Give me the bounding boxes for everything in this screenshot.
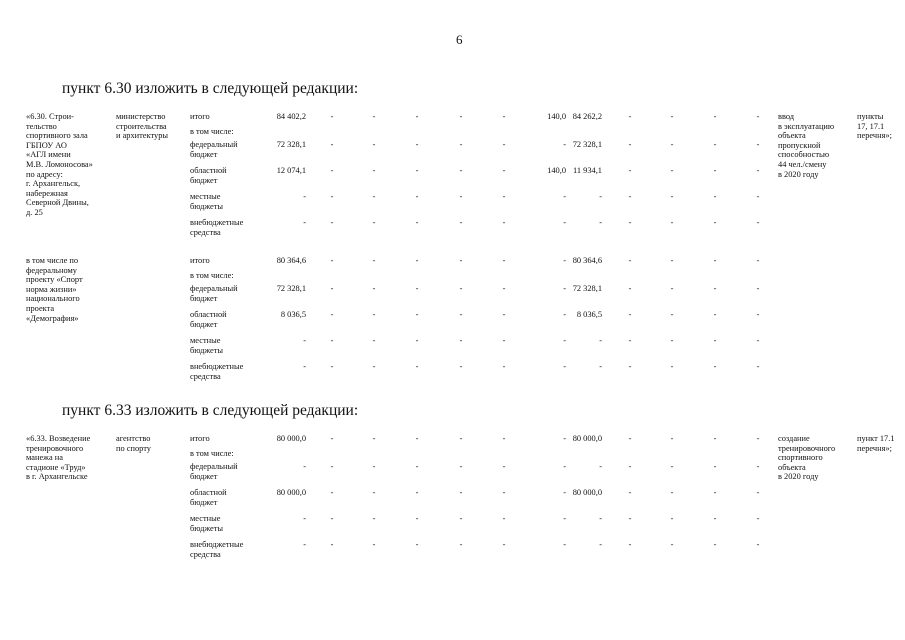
empty-year-value: -	[502, 434, 506, 443]
funding-source-line: в том числе:	[190, 449, 234, 458]
funding-source	[190, 462, 270, 481]
empty-year-value: -	[415, 488, 419, 497]
empty-year-value: -	[756, 284, 760, 293]
funding-source	[190, 218, 270, 237]
funding-source-line: местные	[190, 514, 221, 523]
empty-year-value: -	[502, 488, 506, 497]
item-name-line: «АГЛ имени	[26, 150, 71, 160]
responsible-executor-line: агентство	[116, 434, 151, 443]
amount-total: -	[303, 540, 306, 549]
empty-year-value: -	[502, 256, 506, 265]
empty-year-value: -	[372, 540, 376, 549]
empty-year-value: -	[713, 140, 717, 149]
item-name-line: по адресу:	[26, 169, 63, 179]
empty-year-value: -	[330, 434, 334, 443]
amount-year-2019: -	[563, 218, 566, 227]
section-heading: пункт 6.33 изложить в следующей редакции:	[62, 402, 359, 419]
item-name-line: «Демография»	[26, 313, 79, 323]
expected-result-line: 44 чел./смену	[778, 159, 827, 169]
empty-year-value: -	[459, 514, 463, 523]
section-heading: пункт 6.30 изложить в следующей редакции:	[62, 80, 359, 97]
funding-source	[190, 449, 270, 459]
empty-year-value: -	[372, 310, 376, 319]
indicator-reference-line: перечня»;	[857, 443, 892, 453]
empty-year-value: -	[415, 140, 419, 149]
responsible-executor-line: министерство	[116, 112, 166, 121]
expected-result-line: объекта	[778, 462, 806, 472]
empty-year-value: -	[713, 192, 717, 201]
empty-year-value: -	[459, 540, 463, 549]
empty-year-value: -	[670, 462, 674, 471]
funding-source	[190, 362, 270, 381]
indicator-reference-line: 17, 17.1	[857, 121, 885, 131]
funding-source-line: местные	[190, 336, 221, 345]
amount-year-2020: -	[599, 336, 602, 345]
funding-source-line: областной	[190, 310, 227, 319]
funding-source	[190, 284, 270, 303]
amount-total: -	[303, 462, 306, 471]
expected-result-line: в эксплуатацию	[778, 121, 835, 131]
empty-year-value: -	[756, 362, 760, 371]
empty-year-value: -	[670, 488, 674, 497]
funding-source-line: бюджет	[190, 497, 218, 507]
empty-year-value: -	[670, 540, 674, 549]
empty-year-value: -	[628, 434, 632, 443]
funding-source-line: бюджет	[190, 319, 218, 329]
empty-year-value: -	[415, 462, 419, 471]
indicator-reference-line: перечня»;	[857, 131, 892, 141]
amount-year-2020: -	[599, 462, 602, 471]
funding-source-line: внебюджетные	[190, 362, 244, 371]
responsible-executor-line: по спорту	[116, 443, 151, 453]
amount-year-2019: -	[563, 362, 566, 371]
expected-result-line: способностью	[778, 150, 830, 160]
responsible-executor	[116, 434, 186, 453]
empty-year-value: -	[459, 192, 463, 201]
empty-year-value: -	[670, 112, 674, 121]
amount-total: 12 074,1	[276, 166, 306, 175]
indicator-reference	[857, 112, 905, 141]
amount-year-2019: -	[563, 192, 566, 201]
expected-result-line: объекта	[778, 131, 806, 141]
empty-year-value: -	[756, 140, 760, 149]
empty-year-value: -	[502, 140, 506, 149]
funding-source-line: бюджет	[190, 293, 218, 303]
empty-year-value: -	[628, 540, 632, 549]
empty-year-value: -	[670, 256, 674, 265]
empty-year-value: -	[713, 488, 717, 497]
empty-year-value: -	[756, 488, 760, 497]
amount-year-2020: 11 934,1	[572, 166, 602, 175]
funding-source	[190, 310, 270, 329]
empty-year-value: -	[330, 310, 334, 319]
empty-year-value: -	[756, 112, 760, 121]
empty-year-value: -	[628, 192, 632, 201]
empty-year-value: -	[628, 362, 632, 371]
empty-year-value: -	[628, 462, 632, 471]
empty-year-value: -	[713, 462, 717, 471]
amount-year-2019: -	[563, 336, 566, 345]
empty-year-value: -	[756, 218, 760, 227]
empty-year-value: -	[415, 434, 419, 443]
empty-year-value: -	[330, 112, 334, 121]
empty-year-value: -	[713, 284, 717, 293]
empty-year-value: -	[415, 310, 419, 319]
empty-year-value: -	[372, 166, 376, 175]
empty-year-value: -	[330, 218, 334, 227]
amount-year-2019: -	[563, 434, 566, 443]
funding-source-line: федеральный	[190, 462, 238, 471]
expected-result-line: в 2020 году	[778, 169, 819, 179]
empty-year-value: -	[415, 192, 419, 201]
empty-year-value: -	[502, 540, 506, 549]
funding-source	[190, 256, 270, 266]
amount-total: -	[303, 514, 306, 523]
amount-year-2020: 8 036,5	[576, 310, 602, 319]
responsible-executor	[116, 112, 186, 141]
item-name-line: в г. Архангельске	[26, 472, 88, 482]
item-name-line: в том числе по	[26, 256, 79, 265]
empty-year-value: -	[628, 336, 632, 345]
funding-source	[190, 271, 270, 281]
empty-year-value: -	[330, 336, 334, 345]
empty-year-value: -	[502, 362, 506, 371]
empty-year-value: -	[628, 166, 632, 175]
empty-year-value: -	[459, 256, 463, 265]
empty-year-value: -	[372, 284, 376, 293]
empty-year-value: -	[713, 540, 717, 549]
item-name	[26, 256, 114, 323]
amount-total: -	[303, 362, 306, 371]
empty-year-value: -	[459, 310, 463, 319]
expected-result-line: создание	[778, 434, 810, 443]
item-name-line: тренировочного	[26, 443, 84, 453]
funding-source	[190, 540, 270, 559]
amount-total: -	[303, 336, 306, 345]
item-name-line: проекту «Спорт	[26, 275, 83, 285]
funding-source	[190, 127, 270, 137]
empty-year-value: -	[713, 362, 717, 371]
item-name	[26, 112, 114, 218]
amount-total: 72 328,1	[276, 140, 306, 149]
funding-source-line: итого	[190, 112, 210, 121]
amount-total: 72 328,1	[276, 284, 306, 293]
expected-result	[778, 112, 850, 179]
empty-year-value: -	[502, 284, 506, 293]
empty-year-value: -	[756, 310, 760, 319]
empty-year-value: -	[372, 140, 376, 149]
empty-year-value: -	[372, 434, 376, 443]
funding-source-line: средства	[190, 549, 221, 559]
empty-year-value: -	[670, 284, 674, 293]
empty-year-value: -	[713, 514, 717, 523]
empty-year-value: -	[713, 218, 717, 227]
item-name-line: «6.30. Строи-	[26, 112, 74, 121]
responsible-executor-line: строительства	[116, 121, 167, 131]
amount-year-2019: 140,0	[547, 166, 566, 175]
empty-year-value: -	[670, 362, 674, 371]
empty-year-value: -	[459, 462, 463, 471]
empty-year-value: -	[415, 540, 419, 549]
amount-year-2019: -	[563, 140, 566, 149]
page-number: 6	[456, 32, 463, 47]
empty-year-value: -	[459, 112, 463, 121]
amount-year-2019: -	[563, 284, 566, 293]
amount-year-2020: -	[599, 192, 602, 201]
funding-source-line: итого	[190, 256, 210, 265]
empty-year-value: -	[372, 514, 376, 523]
empty-year-value: -	[459, 362, 463, 371]
funding-source	[190, 166, 270, 185]
empty-year-value: -	[756, 434, 760, 443]
funding-source-line: в том числе:	[190, 127, 234, 136]
item-name-line: М.В. Ломоносова»	[26, 159, 93, 169]
empty-year-value: -	[756, 540, 760, 549]
amount-year-2019: -	[563, 310, 566, 319]
empty-year-value: -	[756, 514, 760, 523]
empty-year-value: -	[713, 310, 717, 319]
amount-year-2020: 80 364,6	[572, 256, 602, 265]
empty-year-value: -	[502, 336, 506, 345]
funding-source-line: федеральный	[190, 284, 238, 293]
funding-source-line: внебюджетные	[190, 218, 244, 227]
empty-year-value: -	[372, 256, 376, 265]
empty-year-value: -	[459, 284, 463, 293]
amount-year-2019: -	[563, 540, 566, 549]
amount-total: 8 036,5	[280, 310, 306, 319]
item-name-line: Северной Двины,	[26, 198, 89, 208]
empty-year-value: -	[415, 336, 419, 345]
empty-year-value: -	[628, 112, 632, 121]
item-name-line: спортивного зала	[26, 131, 88, 141]
empty-year-value: -	[502, 112, 506, 121]
empty-year-value: -	[713, 256, 717, 265]
expected-result-line: пропускной	[778, 140, 821, 150]
amount-total: 80 000,0	[276, 488, 306, 497]
empty-year-value: -	[670, 336, 674, 345]
item-name-line: тельство	[26, 121, 57, 131]
empty-year-value: -	[330, 540, 334, 549]
funding-source	[190, 336, 270, 355]
empty-year-value: -	[459, 140, 463, 149]
funding-source-line: федеральный	[190, 140, 238, 149]
empty-year-value: -	[330, 462, 334, 471]
amount-total: 80 364,6	[276, 256, 306, 265]
funding-source-line: средства	[190, 227, 221, 237]
empty-year-value: -	[415, 112, 419, 121]
empty-year-value: -	[670, 192, 674, 201]
funding-source-line: итого	[190, 434, 210, 443]
empty-year-value: -	[415, 218, 419, 227]
empty-year-value: -	[330, 488, 334, 497]
empty-year-value: -	[756, 192, 760, 201]
empty-year-value: -	[372, 336, 376, 345]
funding-source-line: внебюджетные	[190, 540, 244, 549]
empty-year-value: -	[330, 514, 334, 523]
empty-year-value: -	[372, 192, 376, 201]
funding-source-line: бюджеты	[190, 523, 224, 533]
funding-source-line: бюджет	[190, 471, 218, 481]
empty-year-value: -	[713, 336, 717, 345]
funding-source-line: областной	[190, 166, 227, 175]
amount-total: 80 000,0	[276, 434, 306, 443]
funding-source-line: местные	[190, 192, 221, 201]
funding-source-line: средства	[190, 371, 221, 381]
amount-year-2020: 72 328,1	[572, 284, 602, 293]
expected-result-line: в 2020 году	[778, 472, 819, 482]
amount-year-2019: -	[563, 256, 566, 265]
expected-result-line: тренировочного	[778, 443, 836, 453]
empty-year-value: -	[415, 284, 419, 293]
item-name-line: норма жизни»	[26, 284, 77, 294]
amount-year-2020: -	[599, 362, 602, 371]
empty-year-value: -	[372, 462, 376, 471]
item-name	[26, 434, 114, 482]
empty-year-value: -	[330, 140, 334, 149]
item-name-line: проекта	[26, 303, 55, 313]
empty-year-value: -	[713, 112, 717, 121]
empty-year-value: -	[502, 192, 506, 201]
empty-year-value: -	[628, 140, 632, 149]
indicator-reference-line: пункт 17.1	[857, 434, 895, 443]
funding-source-line: бюджет	[190, 175, 218, 185]
empty-year-value: -	[459, 166, 463, 175]
amount-total: -	[303, 218, 306, 227]
empty-year-value: -	[670, 166, 674, 175]
empty-year-value: -	[415, 514, 419, 523]
expected-result-line: спортивного	[778, 453, 823, 463]
empty-year-value: -	[502, 166, 506, 175]
empty-year-value: -	[628, 256, 632, 265]
empty-year-value: -	[670, 434, 674, 443]
item-name-line: национального	[26, 294, 80, 304]
indicator-reference	[857, 434, 905, 453]
amount-year-2019: -	[563, 488, 566, 497]
amount-year-2020: 84 262,2	[572, 112, 602, 121]
amount-year-2020: -	[599, 514, 602, 523]
amount-year-2019: -	[563, 462, 566, 471]
empty-year-value: -	[628, 284, 632, 293]
funding-source	[190, 192, 270, 211]
item-name-line: набережная	[26, 188, 68, 198]
empty-year-value: -	[330, 256, 334, 265]
funding-source	[190, 514, 270, 533]
funding-source-line: бюджет	[190, 149, 218, 159]
amount-year-2020: 80 000,0	[572, 488, 602, 497]
funding-source-line: бюджеты	[190, 201, 224, 211]
empty-year-value: -	[372, 112, 376, 121]
funding-source-line: в том числе:	[190, 271, 234, 280]
empty-year-value: -	[670, 514, 674, 523]
empty-year-value: -	[502, 218, 506, 227]
amount-year-2019: 140,0	[547, 112, 566, 121]
amount-total: 84 402,2	[276, 112, 306, 121]
empty-year-value: -	[459, 336, 463, 345]
empty-year-value: -	[670, 140, 674, 149]
empty-year-value: -	[502, 462, 506, 471]
amount-year-2020: 80 000,0	[572, 434, 602, 443]
empty-year-value: -	[372, 218, 376, 227]
funding-source	[190, 140, 270, 159]
item-name-line: федеральному	[26, 265, 77, 275]
empty-year-value: -	[756, 166, 760, 175]
expected-result	[778, 434, 850, 482]
empty-year-value: -	[713, 166, 717, 175]
expected-result-line: ввод	[778, 112, 795, 121]
empty-year-value: -	[670, 218, 674, 227]
funding-source-line: областной	[190, 488, 227, 497]
empty-year-value: -	[415, 362, 419, 371]
funding-source-line: бюджеты	[190, 345, 224, 355]
empty-year-value: -	[459, 218, 463, 227]
item-name-line: г. Архангельск,	[26, 179, 81, 189]
empty-year-value: -	[415, 256, 419, 265]
empty-year-value: -	[756, 462, 760, 471]
amount-year-2020: 72 328,1	[572, 140, 602, 149]
empty-year-value: -	[459, 434, 463, 443]
indicator-reference-line: пункты	[857, 112, 884, 121]
item-name-line: манежа на	[26, 453, 63, 463]
item-name-line: стадионе «Труд»	[26, 462, 86, 472]
empty-year-value: -	[628, 514, 632, 523]
empty-year-value: -	[415, 166, 419, 175]
funding-source	[190, 434, 270, 444]
empty-year-value: -	[330, 284, 334, 293]
empty-year-value: -	[502, 310, 506, 319]
item-name-line: «6.33. Возведение	[26, 434, 91, 443]
empty-year-value: -	[330, 166, 334, 175]
empty-year-value: -	[330, 362, 334, 371]
funding-source	[190, 112, 270, 122]
empty-year-value: -	[502, 514, 506, 523]
empty-year-value: -	[628, 310, 632, 319]
responsible-executor-line: и архитектуры	[116, 131, 169, 141]
funding-source	[190, 488, 270, 507]
amount-total: -	[303, 192, 306, 201]
empty-year-value: -	[670, 310, 674, 319]
empty-year-value: -	[713, 434, 717, 443]
item-name-line: ГБПОУ АО	[26, 140, 67, 150]
empty-year-value: -	[628, 218, 632, 227]
empty-year-value: -	[372, 488, 376, 497]
empty-year-value: -	[459, 488, 463, 497]
item-name-line: д. 25	[26, 207, 43, 217]
empty-year-value: -	[372, 362, 376, 371]
empty-year-value: -	[628, 488, 632, 497]
amount-year-2020: -	[599, 540, 602, 549]
empty-year-value: -	[330, 192, 334, 201]
amount-year-2020: -	[599, 218, 602, 227]
empty-year-value: -	[756, 336, 760, 345]
empty-year-value: -	[756, 256, 760, 265]
amount-year-2019: -	[563, 514, 566, 523]
